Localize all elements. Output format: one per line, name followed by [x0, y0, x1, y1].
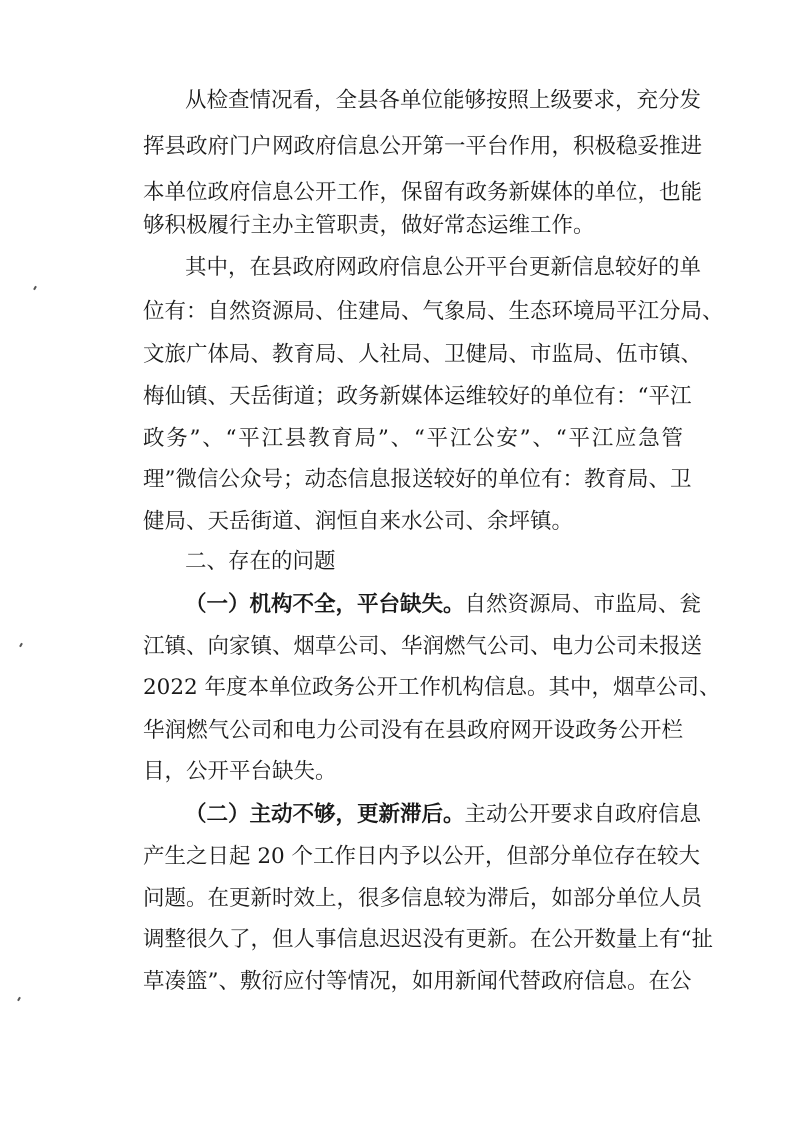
paragraph-3-first-rest: 自然资源局、市监局、瓮 — [464, 592, 702, 617]
paragraph-2-line-7: 健局、天岳街道、润恒自来水公司、余坪镇。 — [143, 509, 574, 534]
paragraph-2-line-4: 梅仙镇、天岳街道；政务新媒体运维较好的单位有：“平江 — [143, 384, 692, 409]
section-heading: 二、存在的问题 — [185, 549, 336, 574]
paragraph-4-line-5: 草凑篮”、敷衍应付等情况，如用新闻代替政府信息。在公 — [143, 969, 692, 994]
paragraph-4-line-1 — [185, 800, 702, 830]
scan-mark — [33, 286, 37, 290]
paragraph-4-line-2: 产生之日起 20 个工作日内予以公开，但部分单位存在较大 — [143, 844, 701, 869]
paragraph-2-line-1: 其中，在县政府网政府信息公开平台更新信息较好的单 — [185, 255, 702, 280]
paragraph-4-bold-lead: （二）主动不够，更新滞后。 — [185, 802, 465, 827]
paragraph-3-line-5: 目，公开平台缺失。 — [143, 759, 337, 784]
paragraph-3-line-1 — [185, 590, 702, 620]
paragraph-4-line-3: 问题。在更新时效上，很多信息较为滞后，如部分单位人员 — [143, 886, 703, 911]
scan-mark — [19, 643, 23, 647]
paragraph-4-line-4: 调整很久了，但人事信息迟迟没有更新。在公开数量上有“扯 — [143, 927, 713, 952]
paragraph-2-line-3: 文旅广体局、教育局、人社局、卫健局、市监局、伍市镇、 — [143, 342, 703, 367]
paragraph-1-line-4: 够积极履行主办主管职责，做好常态运维工作。 — [143, 213, 595, 238]
paragraph-2-line-2: 位有：自然资源局、住建局、气象局、生态环境局平江分局、 — [143, 299, 724, 324]
paragraph-4-first-rest: 主动公开要求自政府信息 — [464, 802, 702, 827]
paragraph-2-line-6: 理”微信公众号；动态信息报送较好的单位有：教育局、卫 — [143, 467, 692, 492]
paragraph-3-line-3: 2022 年度本单位政务公开工作机构信息。其中，烟草公司、 — [143, 675, 721, 700]
paragraph-1-line-1: 从检查情况看，全县各单位能够按照上级要求，充分发 — [185, 88, 702, 113]
paragraph-1-line-2: 挥县政府门户网政府信息公开第一平台作用，积极稳妥推进 — [143, 134, 703, 159]
paragraph-3-line-2: 江镇、向家镇、烟草公司、华润燃气公司、电力公司未报送 — [143, 634, 703, 659]
paragraph-1-line-3: 本单位政府信息公开工作，保留有政务新媒体的单位，也能 — [143, 180, 703, 205]
scan-mark — [17, 997, 21, 1001]
paragraph-2-line-5: 政务”、“平江县教育局”、“平江公安”、“平江应急管 — [143, 426, 683, 451]
paragraph-3-line-4: 华润燃气公司和电力公司没有在县政府网开设政务公开栏 — [143, 718, 683, 743]
paragraph-3-bold-lead: （一）机构不全，平台缺失。 — [185, 592, 465, 617]
